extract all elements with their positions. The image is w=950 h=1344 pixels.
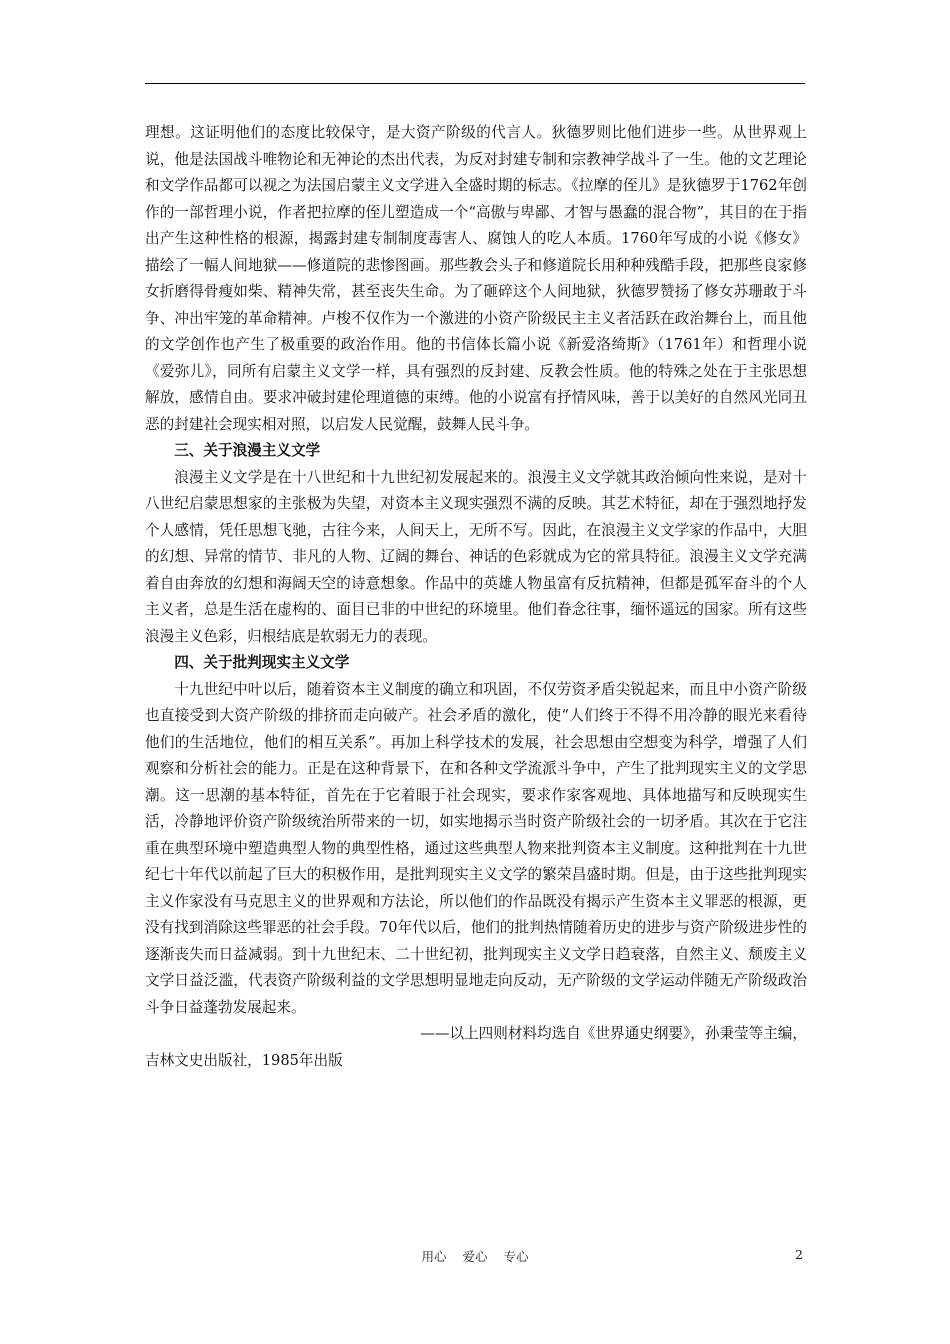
citation-line-2: 吉林文史出版社，1985年出版 <box>145 1051 343 1069</box>
section-heading-romanticism: 三、关于浪漫主义文学 <box>174 442 321 459</box>
header-rule <box>145 83 805 84</box>
paragraph-critical-realism: 十九世纪中叶以后，随着资本主义制度的确立和巩固，不仅劳资矛盾尖锐起来，而且中小资产阶级也直接受到大资产阶级的排挤而走向破产。社会矛盾的激化，使“人们终于不得不用冷静的眼光来看待他们的生活地位，他们的相互关系”。再加上科学技术的发展，社会思想由空想变为科学，增强了人们观察和分析社会的能力。正是在这种背景下，在和各种文学流派斗争中，产生了批判现实主义的文学思潮。这一思潮的基本特征，首先在于它着眼于社会现实，要求作家客观地、具体地描写和反映现实生活，冷静地评价资产阶级统治所带来的一切，如实地揭示当时资产阶级社会的一切矛盾。其次在于它注重在典型环境中塑造典型人物的典型性格，通过这些典型人物来批判资本主义制度。这种批判在十九世纪七十年代以前起了巨大的积极作用，是批判现实主义文学的繁荣昌盛时期。但是，由于这些批判现实主义作家没有马克思主义的世界观和方法论，所以他们的作品既没有揭示产生资本主义罪恶的根源，更没有找到消除这些罪恶的社会手段。70年代以后，他们的批判热情随着历史的进步与资产阶级进步性的逐渐丧失而日益减弱。到十九世纪末、二十世纪初，批判现实主义文学日趋衰落，自然主义、颓废主义文学日益泛滥，代表资产阶级利益的文学思想明显地走向反动，无产阶级的文学运动伴随无产阶级政治斗争日益蓬勃发展起来。 <box>145 680 807 1016</box>
citation-line-1: ——以上四则材料均选自《世界通史纲要》，孙秉莹等主编， <box>420 1025 807 1042</box>
page-number: 2 <box>795 1247 803 1262</box>
source-citation <box>145 1021 807 1074</box>
paragraph-enlightenment-continued: 理想。这证明他们的态度比较保守，是大资产阶级的代言人。狄德罗则比他们进步一些。从世界观上说，他是法国战斗唯物论和无神论的杰出代表，为反对封建专制和宗教神学战斗了一生。他的文艺理论和文学作品都可以视之为法国启蒙主义文学进入全盛时期的标志。《拉摩的侄儿》是狄德罗于1762年创作的一部哲理小说，作者把拉摩的侄儿塑造成一个“高傲与卑鄙、才智与愚蠢的混合物”，其目的在于指出产生这种性格的根源，揭露封建专制制度毒害人、腐蚀人的吃人本质。1760年写成的小说《修女》描绘了一幅人间地狱——修道院的悲惨图画。那些教会头子和修道院长用种种残酷手段，把那些良家修女折磨得骨瘦如柴、精神失常，甚至丧失生命。为了砸碎这个人间地狱，狄德罗赞扬了修女苏珊敢于斗争、冲出牢笼的革命精神。卢梭不仅作为一个激进的小资产阶级民主主义者活跃在政治舞台上，而且他的文学创作也产生了极重要的政治作用。他的书信体长篇小说《新爱洛绮斯》（1761年）和哲理小说《爱弥儿》，同所有启蒙主义文学一样，具有强烈的反封建、反教会性质。他的特殊之处在于主张思想解放，感情自由。要求冲破封建伦理道德的束缚。他的小说富有抒情风味，善于以美好的自然风光同丑恶的封建社会现实相对照，以启发人民觉醒，鼓舞人民斗争。 <box>145 124 807 433</box>
section-heading-critical-realism: 四、关于批判现实主义文学 <box>174 654 350 671</box>
paragraph-romanticism: 浪漫主义文学是在十八世纪和十九世纪初发展起来的。浪漫主义文学就其政治倾向性来说，是对十八世纪启蒙思想家的主张极为失望，对资本主义现实强烈不满的反映。其艺术特征，却在于强烈地抒发个人感情，凭任思想飞驰，古往今来，人间天上，无所不写。因此，在浪漫主义文学家的作品中，大胆的幻想、异常的情节、非凡的人物、辽阔的舞台、神话的色彩就成为它的常具特征。浪漫主义文学充满着自由奔放的幻想和海阔天空的诗意想象。作品中的英雄人物虽富有反抗精神，但都是孤军奋斗的个人主义者，总是生活在虚构的、面目已非的中世纪的环境里。他们眷念往事，缅怀遥远的国家。所有这些浪漫主义色彩，归根结底是软弱无力的表现。 <box>145 468 807 645</box>
footer-motto: 用心 爱心 专心 <box>421 1249 529 1264</box>
document-body <box>145 120 807 1074</box>
